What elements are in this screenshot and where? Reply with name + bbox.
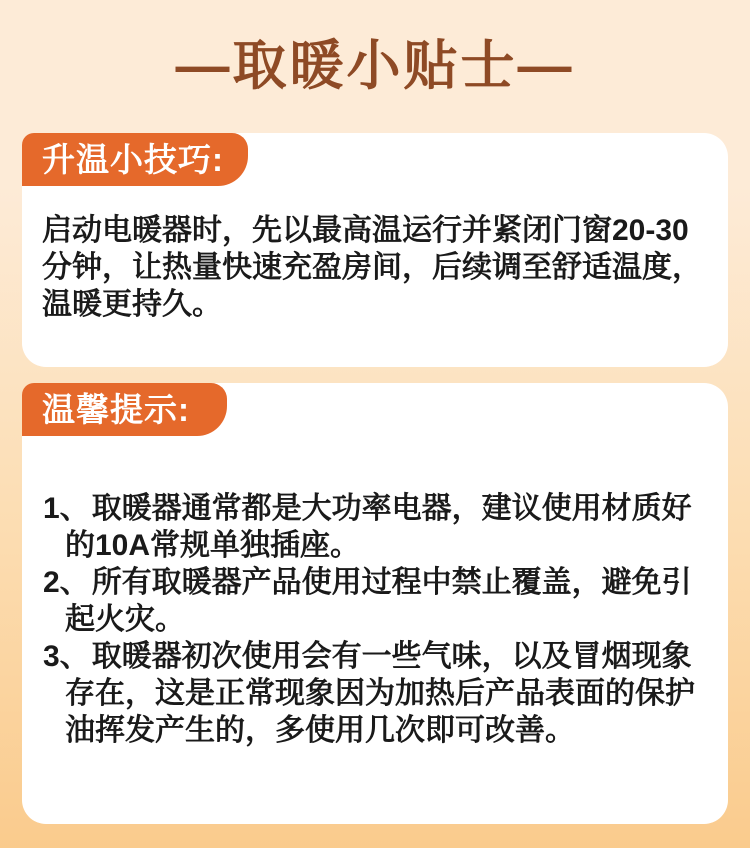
tip-text-1: 取暖器通常都是大功率电器，建议使用材质好的10A常规单独插座。 bbox=[65, 492, 692, 562]
notice-badge: 温馨提示: bbox=[22, 383, 227, 436]
tips-card-notice bbox=[22, 383, 728, 824]
tip-item-2 bbox=[43, 564, 710, 638]
warmup-badge: 升温小技巧: bbox=[22, 133, 248, 186]
tips-card-warmup bbox=[22, 133, 728, 367]
tip-number-1: 1、 bbox=[43, 492, 90, 525]
tip-item-1 bbox=[43, 490, 710, 564]
tip-number-3: 3、 bbox=[43, 640, 90, 673]
tip-item-3 bbox=[43, 638, 710, 749]
tip-number-2: 2、 bbox=[43, 566, 90, 599]
notice-tip-list bbox=[22, 490, 728, 749]
warmup-body-text: 启动电暖器时，先以最高温运行并紧闭门窗20-30分钟，让热量快速充盈房间，后续调至舒适温度，温暖更持久。 bbox=[42, 214, 702, 321]
page-title: —取暖小贴士— bbox=[175, 36, 575, 96]
tip-text-3: 取暖器初次使用会有一些气味，以及冒烟现象存在，这是正常现象因为加热后产品表面的保护油挥发产生的，多使用几次即可改善。 bbox=[65, 640, 695, 747]
tip-text-2: 所有取暖器产品使用过程中禁止覆盖，避免引起火灾。 bbox=[65, 566, 692, 636]
